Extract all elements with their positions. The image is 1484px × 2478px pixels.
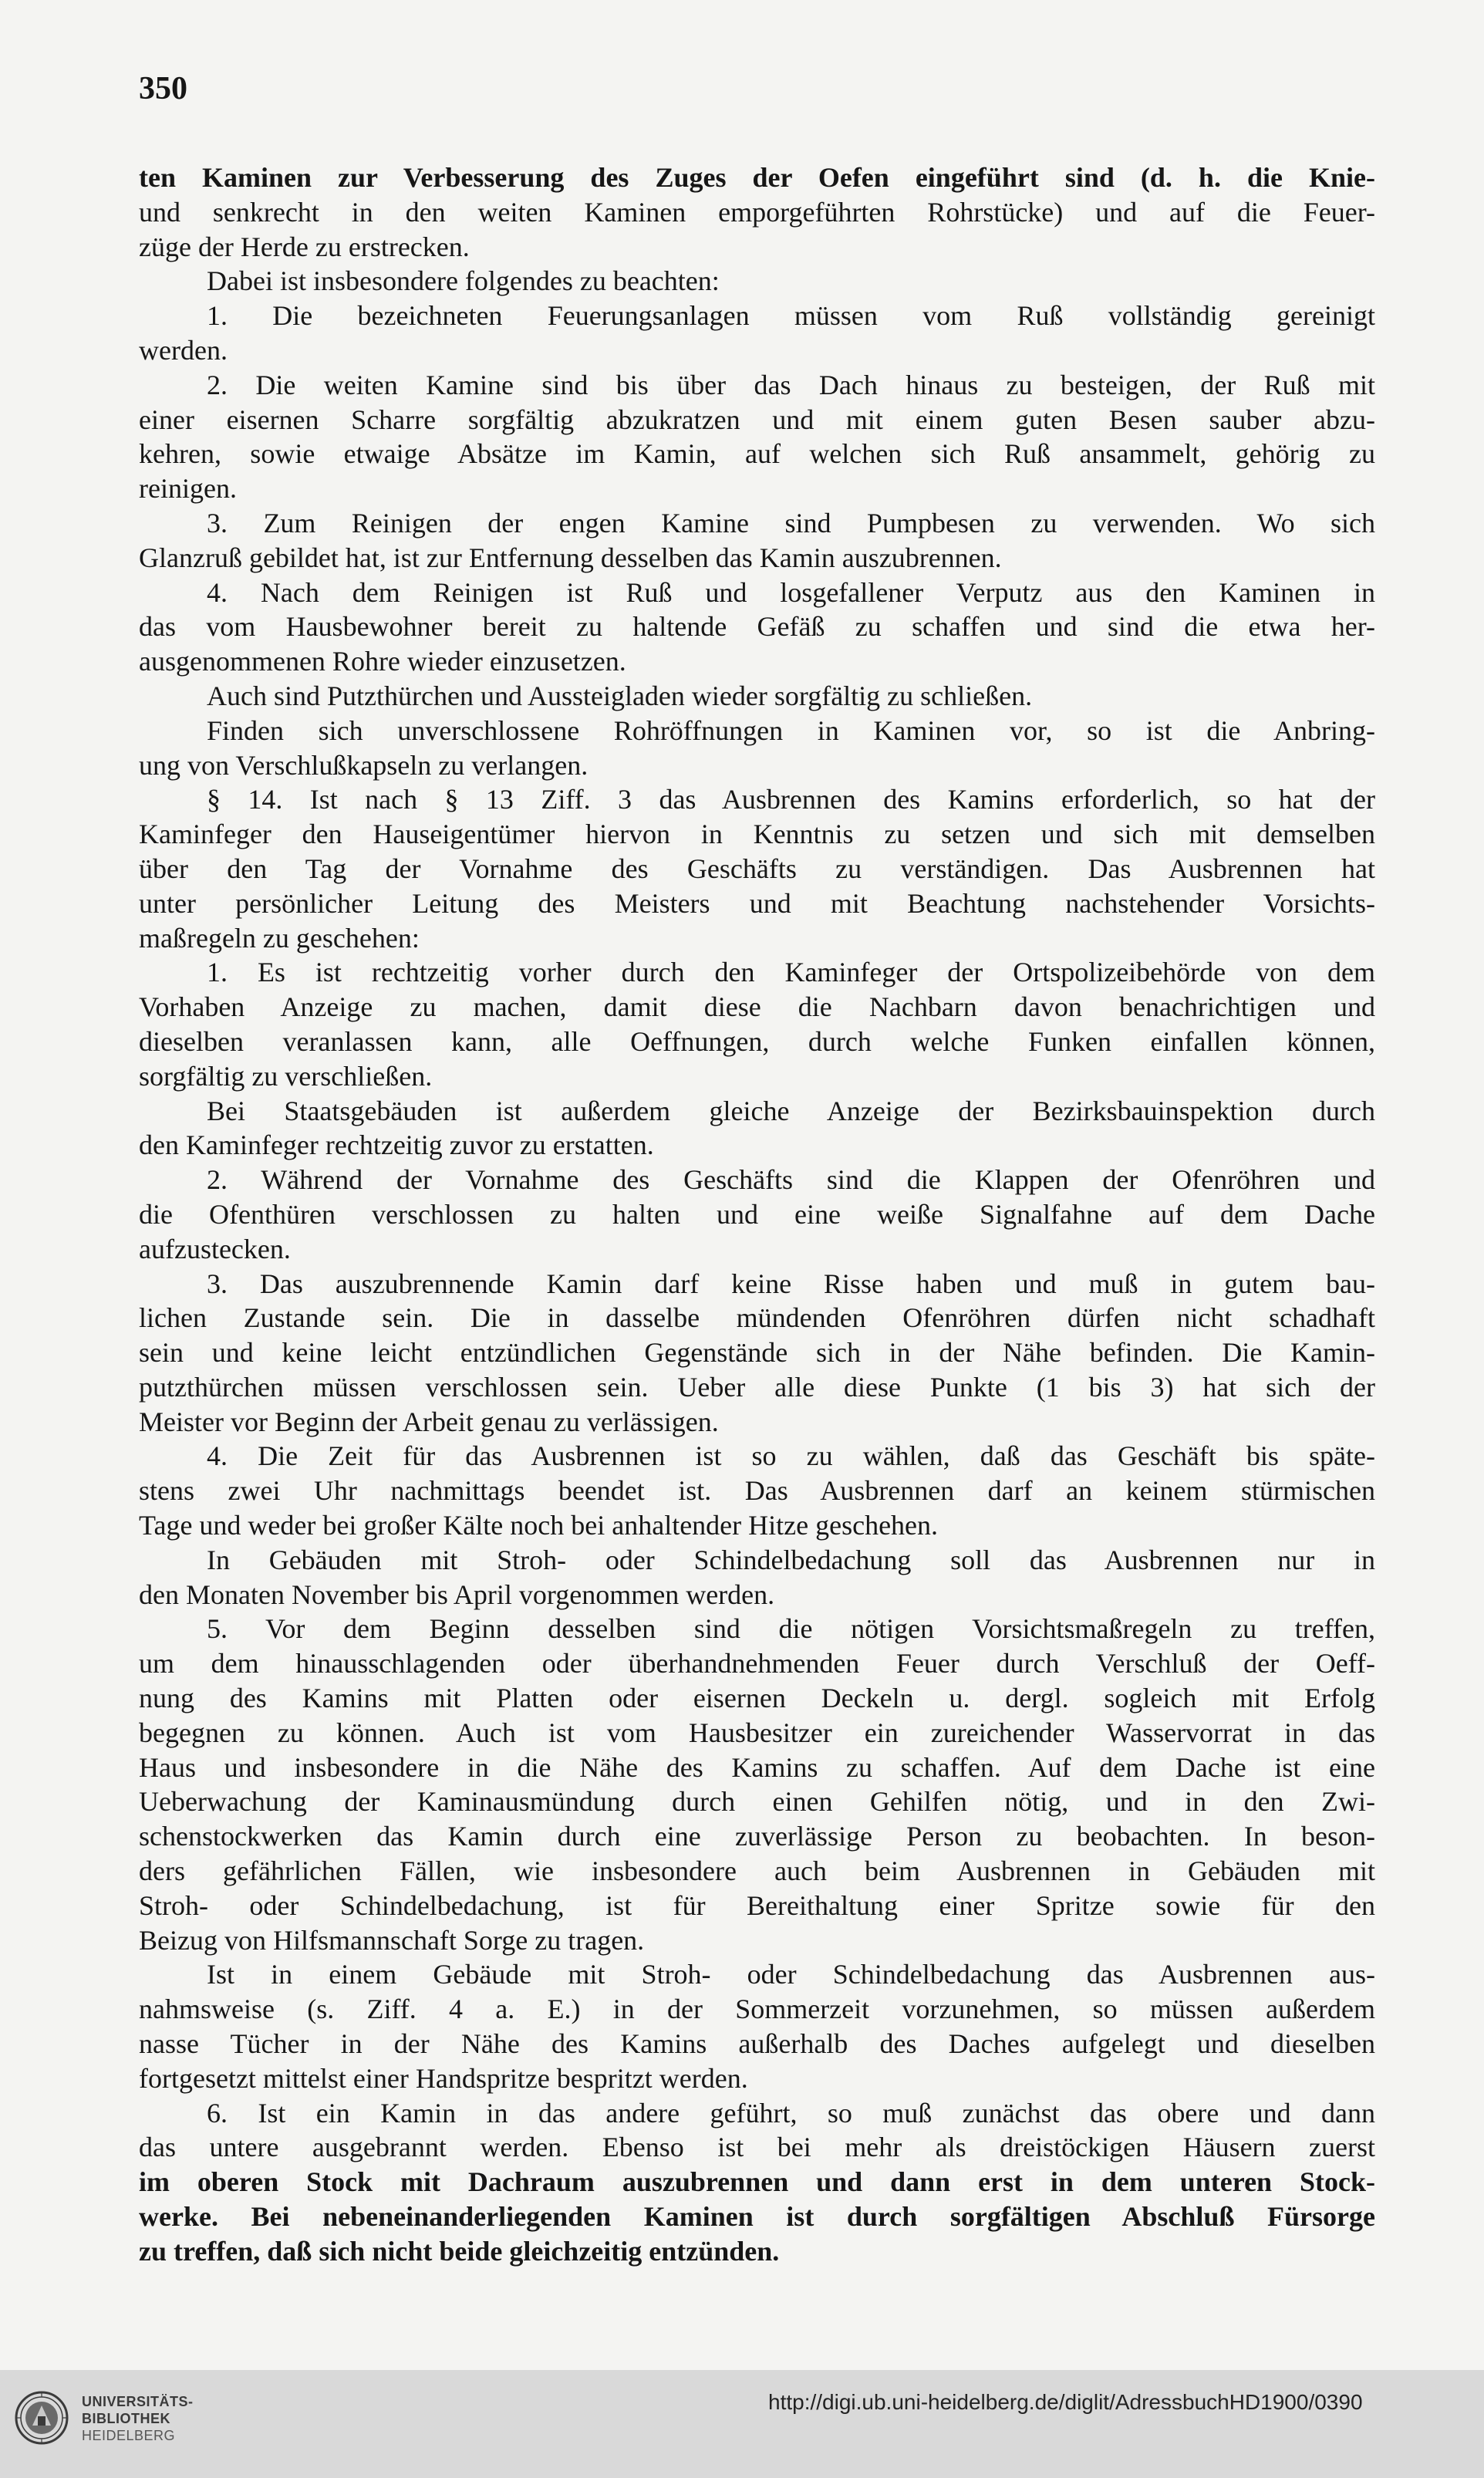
- text-line: Stroh- oder Schindelbedachung, ist für Bereithaltung einer Spritze sowie für den: [139, 1889, 1375, 1921]
- paragraph: [139, 1267, 1375, 1440]
- text-line: 2. Während der Vornahme des Geschäfts sind die Klappen der Ofenröhren und: [207, 1164, 1375, 1196]
- text-line: sein und keine leicht entzündlichen Gegenstände sich in der Nähe befinden. Die Kamin-: [139, 1337, 1375, 1369]
- text-line: im oberen Stock mit Dachraum auszubrennen und dann erst in dem unteren Stock-: [139, 2166, 1375, 2198]
- text-line: Haus und insbesondere in die Nähe des Kamins zu schaffen. Auf dem Dache ist eine: [139, 1751, 1375, 1783]
- text-line: Finden sich unverschlossene Rohröffnungen in Kaminen vor, so ist die Anbring-: [207, 714, 1375, 746]
- paragraph: [139, 506, 1375, 576]
- text-line: über den Tag der Vornahme des Geschäfts zu verständigen. Das Ausbrennen hat: [139, 852, 1375, 884]
- text-line: werden.: [139, 334, 228, 366]
- text-line: Ist in einem Gebäude mit Stroh- oder Schindelbedachung das Ausbrennen aus-: [207, 1959, 1375, 1990]
- library-name: [82, 2393, 194, 2444]
- text-line: 1. Die bezeichneten Feuerungsanlagen müssen vom Ruß vollständig gereinigt: [207, 300, 1375, 332]
- library-logo: [14, 2385, 214, 2455]
- text-line: begegnen zu können. Auch ist vom Hausbesitzer ein zureichender Wasservorrat in das: [139, 1717, 1375, 1748]
- text-line: Meister vor Beginn der Arbeit genau zu verlässigen.: [139, 1406, 719, 1437]
- paragraph: [139, 264, 1375, 299]
- text-line: Ueberwachung der Kaminausmündung durch einen Gehilfen nötig, und in den Zwi-: [139, 1786, 1375, 1818]
- text-line: ders gefährlichen Fällen, wie insbesondere auch beim Ausbrennen in Gebäuden mit: [139, 1855, 1375, 1887]
- paragraph: [139, 714, 1375, 783]
- paragraph: [139, 1543, 1375, 1612]
- text-line: 5. Vor dem Beginn desselben sind die nötigen Vorsichtsmaßregeln zu treffen,: [207, 1613, 1375, 1645]
- text-line: Bei Staatsgebäuden ist außerdem gleiche Anzeige der Bezirksbauinspektion durch: [207, 1095, 1375, 1126]
- text-line: Auch sind Putzthürchen und Aussteigladen wieder sorgfältig zu schließen.: [207, 680, 1033, 711]
- text-line: 1. Es ist rechtzeitig vorher durch den Kaminfeger der Ortspolizeibehörde von dem: [207, 957, 1375, 988]
- text-line: zu treffen, daß sich nicht beide gleichzeitig entzünden.: [139, 2235, 780, 2267]
- text-line: sorgfältig zu verschließen.: [139, 1060, 433, 1092]
- text-line: 6. Ist ein Kamin in das andere geführt, so muß zunächst das obere und dann: [207, 2097, 1375, 2129]
- paragraph: [139, 1094, 1375, 1163]
- text-line: 3. Zum Reinigen der engen Kamine sind Pumpbesen zu verwenden. Wo sich: [207, 507, 1375, 538]
- text-line: ung von Verschlußkapseln zu verlangen.: [139, 749, 589, 781]
- text-line: Vorhaben Anzeige zu machen, damit diese die Nachbarn davon benachrichtigen und: [139, 991, 1375, 1023]
- text-line: ausgenommenen Rohre wieder einzusetzen.: [139, 646, 626, 677]
- text-line: § 14. Ist nach § 13 Ziff. 3 das Ausbrennen des Kamins erforderlich, so hat der: [207, 784, 1375, 815]
- text-line: das untere ausgebrannt werden. Ebenso ist bei mehr als dreistöckigen Häusern zuerst: [139, 2132, 1375, 2163]
- text-line: ten Kaminen zur Verbesserung des Zuges der Oefen eingeführt sind (d. h. die Knie-: [139, 162, 1375, 193]
- library-name-line: BIBLIOTHEK: [82, 2411, 170, 2426]
- text-line: Beizug von Hilfsmannschaft Sorge zu tragen.: [139, 1924, 645, 1956]
- paragraph: [139, 1957, 1375, 2095]
- text-line: Kaminfeger den Hauseigentümer hiervon in Kenntnis zu setzen und sich mit demselben: [139, 819, 1375, 850]
- page-number: 350: [139, 71, 187, 106]
- paragraph: [139, 1439, 1375, 1542]
- text-line: In Gebäuden mit Stroh- oder Schindelbedachung soll das Ausbrennen nur in: [207, 1544, 1375, 1575]
- paragraph: [139, 782, 1375, 955]
- text-line: aufzustecken.: [139, 1233, 291, 1264]
- text-line: züge der Herde zu erstrecken.: [139, 231, 470, 262]
- text-line: werke. Bei nebeneinanderliegenden Kaminen ist durch sorgfältigen Abschluß Fürsorge: [139, 2201, 1375, 2233]
- text-line: und senkrecht in den weiten Kaminen emporgeführten Rohrstücke) und auf die Feuer-: [139, 196, 1375, 228]
- document-body: [139, 160, 1375, 2269]
- text-line: die Ofenthüren verschlossen zu halten und eine weiße Signalfahne auf dem Dache: [139, 1198, 1375, 1230]
- text-line: stens zwei Uhr nachmittags beendet ist. Das Ausbrennen darf an keinem stürmischen: [139, 1475, 1375, 1507]
- paragraph: [139, 368, 1375, 506]
- paragraph: [139, 1163, 1375, 1266]
- text-line: 4. Nach dem Reinigen ist Ruß und losgefallener Verputz aus den Kaminen in: [207, 576, 1375, 608]
- text-line: 3. Das auszubrennende Kamin darf keine Risse haben und muß in gutem bau-: [207, 1268, 1375, 1299]
- text-line: um dem hinausschlagenden oder überhandnehmenden Feuer durch Verschluß der Oeff-: [139, 1648, 1375, 1680]
- text-line: lichen Zustande sein. Die in dasselbe mündenden Ofenröhren dürfen nicht schadhaft: [139, 1302, 1375, 1334]
- text-line: den Monaten November bis April vorgenommen werden.: [139, 1578, 775, 1610]
- paragraph: [139, 955, 1375, 1093]
- text-line: schenstockwerken das Kamin durch eine zuverlässige Person zu beobachten. In beson-: [139, 1821, 1375, 1852]
- paragraph: [139, 160, 1375, 264]
- university-seal-icon: [14, 2390, 69, 2446]
- text-line: Dabei ist insbesondere folgendes zu beachten:: [207, 265, 720, 297]
- text-line: nung des Kamins mit Platten oder eisernen Deckeln u. dergl. sogleich mit Erfolg: [139, 1683, 1375, 1714]
- text-line: einer eisernen Scharre sorgfältig abzukratzen und mit einem guten Besen sauber abzu-: [139, 403, 1375, 435]
- text-line: maßregeln zu geschehen:: [139, 922, 420, 954]
- paragraph: [139, 576, 1375, 679]
- text-line: nasse Tücher in der Nähe des Kamins außerhalb des Daches aufgelegt und dieselben: [139, 2028, 1375, 2060]
- text-line: das vom Hausbewohner bereit zu haltende Gefäß zu schaffen und sind die etwa her-: [139, 611, 1375, 643]
- text-line: fortgesetzt mittelst einer Handspritze bespritzt werden.: [139, 2062, 748, 2094]
- text-line: reinigen.: [139, 473, 237, 505]
- text-line: dieselben veranlassen kann, alle Oeffnungen, durch welche Funken einfallen können,: [139, 1025, 1375, 1057]
- text-line: nahmsweise (s. Ziff. 4 a. E.) in der Sommerzeit vorzunehmen, so müssen außerdem: [139, 1994, 1375, 2025]
- paragraph: [139, 1612, 1375, 1957]
- paragraph: [139, 2096, 1375, 2269]
- text-line: den Kaminfeger rechtzeitig zuvor zu erstatten.: [139, 1129, 654, 1161]
- text-line: Glanzruß gebildet hat, ist zur Entfernung desselben das Kamin auszubrennen.: [139, 542, 1002, 573]
- paragraph: [139, 299, 1375, 368]
- text-line: putzthürchen müssen verschlossen sein. Ueber alle diese Punkte (1 bis 3) hat sich der: [139, 1371, 1375, 1403]
- text-line: Tage und weder bei großer Kälte noch bei anhaltender Hitze geschehen.: [139, 1510, 939, 1541]
- library-name-line: UNIVERSITÄTS-: [82, 2394, 194, 2409]
- text-line: 2. Die weiten Kamine sind bis über das Dach hinaus zu besteigen, der Ruß mit: [207, 369, 1375, 400]
- source-url-link[interactable]: http://digi.ub.uni-heidelberg.de/diglit/AdressbuchHD1900/0390: [768, 2390, 1363, 2414]
- text-line: kehren, sowie etwaige Absätze im Kamin, auf welchen sich Ruß ansammelt, gehörig zu: [139, 438, 1375, 470]
- library-name-line: HEIDELBERG: [82, 2428, 176, 2443]
- text-line: 4. Die Zeit für das Ausbrennen ist so zu wählen, daß das Geschäft bis späte-: [207, 1440, 1375, 1472]
- paragraph: [139, 679, 1375, 714]
- footer-bar: [0, 2370, 1484, 2478]
- text-line: unter persönlicher Leitung des Meisters und mit Beachtung nachstehender Vorsichts-: [139, 887, 1375, 919]
